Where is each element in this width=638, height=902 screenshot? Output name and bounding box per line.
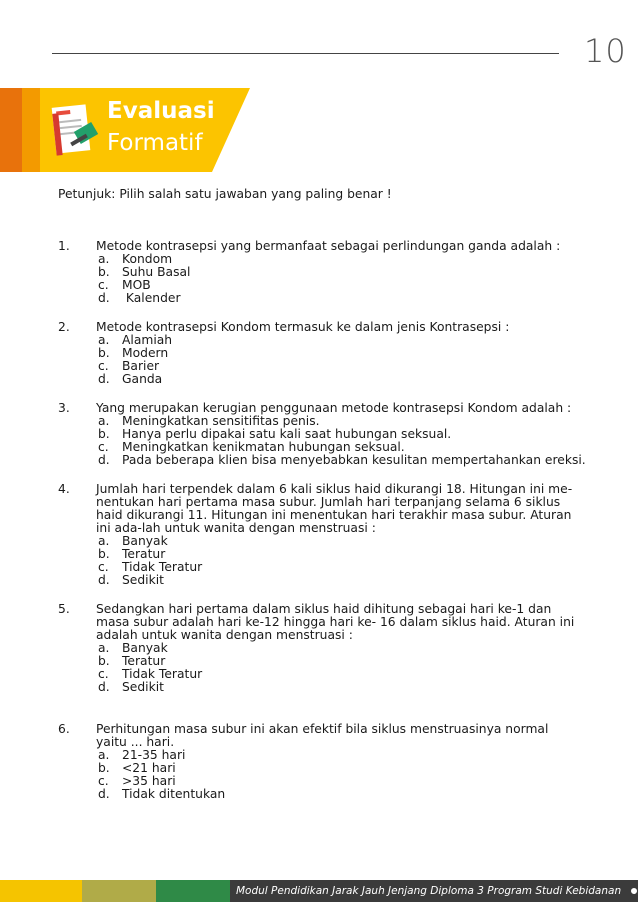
answer-option xyxy=(98,292,578,305)
option-text: Kondom xyxy=(122,252,173,266)
option-text: Banyak xyxy=(122,641,168,655)
footer-color-block xyxy=(156,880,230,902)
answer-option xyxy=(98,642,578,655)
option-text: Pada beberapa klien bisa menyebabkan kesulitan mempertahankan ereksi. xyxy=(122,453,586,467)
option-letter: c. xyxy=(98,667,109,681)
option-text: Modern xyxy=(122,346,169,360)
option-text: Tidak Teratur xyxy=(122,560,203,574)
question-list xyxy=(58,239,586,801)
option-text: MOB xyxy=(122,278,151,292)
option-text: Ganda xyxy=(122,372,163,386)
question-item xyxy=(58,723,578,801)
header-rule xyxy=(52,53,559,54)
option-letter: c. xyxy=(98,560,109,574)
option-text: Teratur xyxy=(122,654,166,668)
option-letter: d. xyxy=(98,680,110,694)
answer-option xyxy=(98,360,578,373)
answer-options xyxy=(98,749,578,801)
question-text: Yang merupakan kerugian penggunaan metode kontrasepsi Kondom adalah : xyxy=(96,401,572,415)
footer-text: Modul Pendidikan Jarak Jauh Jenjang Diploma 3 Program Studi Kebidanan xyxy=(236,885,622,897)
answer-option xyxy=(98,681,578,694)
option-letter: a. xyxy=(98,333,110,347)
option-text: Tidak ditentukan xyxy=(122,787,226,801)
page-number: 10 xyxy=(584,32,627,70)
option-letter: b. xyxy=(98,547,110,561)
banner-subtitle: Formatif xyxy=(107,130,203,156)
question-header xyxy=(58,603,578,642)
question-number: 4. xyxy=(58,482,70,496)
answer-options xyxy=(98,642,578,694)
option-letter: a. xyxy=(98,641,110,655)
option-letter: d. xyxy=(98,787,110,801)
answer-option xyxy=(98,788,578,801)
option-text: Sedikit xyxy=(122,573,164,587)
question-text: Jumlah hari terpendek dalam 6 kali siklus haid dikurangi 18. Hitungan ini me-nentukan hari pertama masa subur. Jumlah hari terpanjang selama 6 siklus haid dikurangi 11. Hitungan ini menentukan hari terakhir masa subur. Aturan ini ada-lah untuk wanita dengan menstruasi : xyxy=(96,482,573,535)
footer-bar xyxy=(0,880,638,902)
option-text: Alamiah xyxy=(122,333,173,347)
option-letter: d. xyxy=(98,291,110,305)
instruction-text: Petunjuk: Pilih salah satu jawaban yang paling benar ! xyxy=(58,187,392,201)
option-letter: d. xyxy=(98,453,110,467)
option-text: Hanya perlu dipakai satu kali saat hubungan seksual. xyxy=(122,427,452,441)
option-text: Barier xyxy=(122,359,160,373)
footer-dot-icon xyxy=(631,888,637,894)
answer-options xyxy=(98,414,586,467)
option-letter: c. xyxy=(98,440,109,454)
option-text: Tidak Teratur xyxy=(122,667,203,681)
question-number: 2. xyxy=(58,320,70,334)
option-text: Sedikit xyxy=(122,680,164,694)
option-letter: b. xyxy=(98,265,110,279)
banner-title: Evaluasi xyxy=(107,98,215,124)
option-text: <21 hari xyxy=(122,761,176,775)
question-number: 6. xyxy=(58,722,70,736)
answer-option xyxy=(98,668,578,681)
question-item xyxy=(58,321,578,386)
answer-option xyxy=(98,453,586,467)
answer-option xyxy=(98,334,578,347)
option-text: 21-35 hari xyxy=(122,748,186,762)
option-letter: a. xyxy=(98,748,110,762)
option-letter: b. xyxy=(98,654,110,668)
answer-options xyxy=(98,253,578,305)
option-text: Meningkatkan kenikmatan hubungan seksual. xyxy=(122,440,405,454)
option-text: >35 hari xyxy=(122,774,176,788)
question-number: 5. xyxy=(58,602,70,616)
option-text: Banyak xyxy=(122,534,168,548)
option-letter: d. xyxy=(98,372,110,386)
section-banner xyxy=(0,88,260,172)
option-text: Meningkatkan sensitifitas penis. xyxy=(122,414,320,428)
answer-options xyxy=(98,334,578,386)
document-icon xyxy=(50,100,100,160)
option-letter: b. xyxy=(98,427,110,441)
question-number: 3. xyxy=(58,401,70,415)
option-letter: b. xyxy=(98,761,110,775)
question-text: Metode kontrasepsi Kondom termasuk ke dalam jenis Kontrasepsi : xyxy=(96,320,510,334)
option-text: Kalender xyxy=(122,291,181,305)
option-letter: a. xyxy=(98,252,110,266)
answer-options xyxy=(98,535,578,587)
option-letter: b. xyxy=(98,346,110,360)
option-text: Teratur xyxy=(122,547,166,561)
footer-color-block xyxy=(0,880,82,902)
option-letter: c. xyxy=(98,774,109,788)
question-header xyxy=(58,723,578,749)
footer-color-block xyxy=(82,880,156,902)
option-letter: a. xyxy=(98,414,110,428)
footer-text-block xyxy=(230,880,638,902)
question-item xyxy=(58,603,578,694)
answer-option xyxy=(98,561,578,574)
answer-option xyxy=(98,373,578,386)
question-item xyxy=(58,401,586,467)
option-letter: d. xyxy=(98,573,110,587)
answer-option xyxy=(98,347,578,360)
question-text: Sedangkan hari pertama dalam siklus haid dihitung sebagai hari ke-1 dan masa subur adalah hari ke-12 hingga hari ke- 16 dalam siklus haid. Aturan ini adalah untuk wanita dengan menstruasi : xyxy=(96,602,575,642)
question-header xyxy=(58,483,578,535)
question-number: 1. xyxy=(58,239,70,253)
answer-option xyxy=(98,574,578,587)
question-text: Perhitungan masa subur ini akan efektif bila siklus menstruasinya normal yaitu ... hari. xyxy=(96,722,549,749)
question-item xyxy=(58,483,578,587)
option-letter: c. xyxy=(98,359,109,373)
answer-option xyxy=(98,535,578,548)
question-item xyxy=(58,240,578,305)
question-text: Metode kontrasepsi yang bermanfaat sebagai perlindungan ganda adalah : xyxy=(96,239,561,253)
answer-option xyxy=(98,266,578,279)
option-letter: a. xyxy=(98,534,110,548)
option-letter: c. xyxy=(98,278,109,292)
option-text: Suhu Basal xyxy=(122,265,191,279)
